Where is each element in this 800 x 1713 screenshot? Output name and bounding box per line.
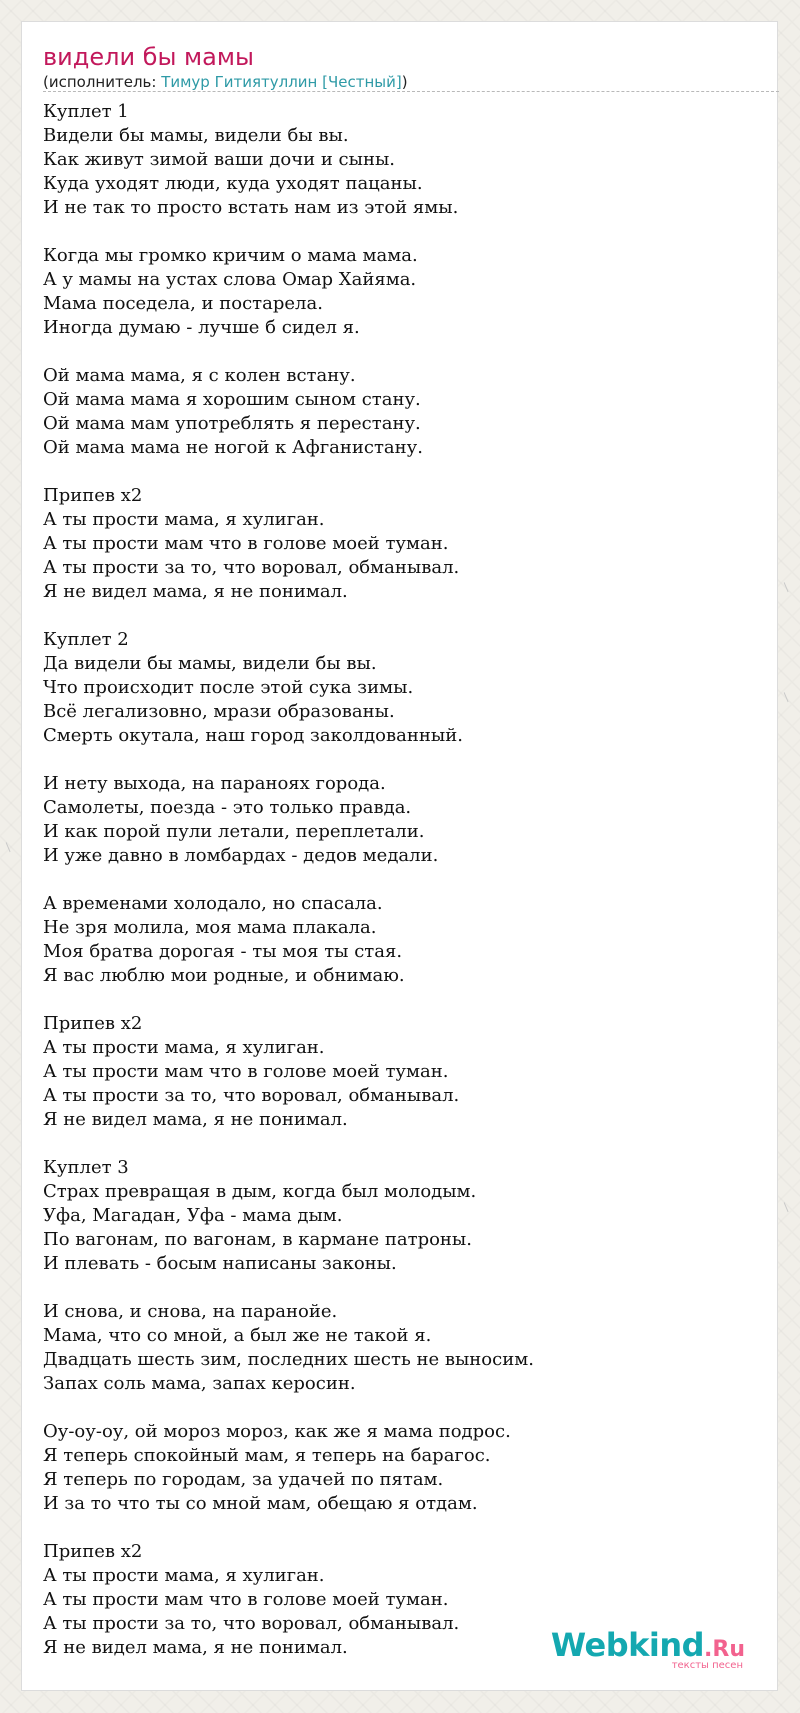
lyric-line: И не так то просто встать нам из этой ямы.: [43, 197, 459, 218]
lyric-line: Я не видел мама, я не понимал.: [43, 581, 348, 602]
artist-link[interactable]: Тимур Гитиятуллин [Честный]: [161, 73, 402, 91]
lyric-line: Куплет 2: [43, 629, 129, 650]
lyric-line: А ты прости мам что в голове моей туман.: [43, 1589, 449, 1610]
lyric-line: И уже давно в ломбардах - дедов медали.: [43, 845, 439, 866]
lyric-line: Да видели бы мамы, видели бы вы.: [43, 653, 377, 674]
lyric-line: Ой мама мам употреблять я перестану.: [43, 413, 421, 434]
lyric-line: Куда уходят люди, куда уходят пацаны.: [43, 173, 423, 194]
lyric-line: Куплет 3: [43, 1157, 129, 1178]
lyric-line: А ты прости за то, что воровал, обманывал.: [43, 1085, 460, 1106]
logo-tagline: тексты песен: [671, 1660, 743, 1671]
lyric-line: Я вас люблю мои родные, и обнимаю.: [43, 965, 405, 986]
lyric-line: Страх превращая в дым, когда был молодым.: [43, 1181, 477, 1202]
lyric-line: Не зря молила, моя мама плакала.: [43, 917, 377, 938]
lyrics-stanza: [43, 1420, 773, 1516]
lyric-line: Припев х2: [43, 1013, 143, 1034]
lyrics-stanza: [43, 364, 773, 460]
lyric-line: А ты прости мам что в голове моей туман.: [43, 533, 449, 554]
lyric-line: Я теперь по городам, за удачей по пятам.: [43, 1469, 444, 1490]
lyrics-body: [43, 100, 773, 1684]
lyric-line: А у мамы на устах слова Омар Хайяма.: [43, 269, 417, 290]
lyric-line: Оу-оу-оу, ой мороз мороз, как же я мама подрос.: [43, 1421, 511, 1442]
lyrics-stanza: [43, 1300, 773, 1396]
artist-line: [43, 71, 408, 93]
lyric-line: Уфа, Магадан, Уфа - мама дым.: [43, 1205, 343, 1226]
artist-prefix: (исполнитель:: [43, 73, 162, 91]
lyric-line: Двадцать шесть зим, последних шесть не выносим.: [43, 1349, 534, 1370]
lyric-line: Ой мама мама, я с колен встану.: [43, 365, 356, 386]
lyric-line: Припев х2: [43, 1541, 143, 1562]
scratch-mark: /: [779, 580, 793, 594]
lyric-line: А ты прости мама, я хулиган.: [43, 1037, 325, 1058]
lyric-line: Видели бы мамы, видели бы вы.: [43, 125, 349, 146]
lyric-line: Я не видел мама, я не понимал.: [43, 1109, 348, 1130]
lyrics-stanza: [43, 244, 773, 340]
lyrics-stanza: [43, 772, 773, 868]
lyric-line: Запах соль мама, запах керосин.: [43, 1373, 356, 1394]
lyrics-stanza: [43, 892, 773, 988]
lyric-line: Иногда думаю - лучше б сидел я.: [43, 317, 360, 338]
lyric-line: Припев х2: [43, 485, 143, 506]
scratch-mark: /: [779, 1200, 793, 1214]
title-divider: [43, 91, 779, 92]
lyrics-stanza: [43, 1012, 773, 1132]
lyric-line: А ты прости мама, я хулиган.: [43, 1565, 325, 1586]
lyric-line: А ты прости мама, я хулиган.: [43, 509, 325, 530]
scratch-mark: /: [779, 690, 793, 704]
lyric-line: И за то что ты со мной мам, обещаю я отдам.: [43, 1493, 478, 1514]
lyric-line: Что происходит после этой сука зимы.: [43, 677, 414, 698]
site-logo[interactable]: [551, 1628, 745, 1672]
scratch-mark: /: [1, 840, 15, 854]
lyric-line: А ты прости мам что в голове моей туман.: [43, 1061, 449, 1082]
lyric-line: По вагонам, по вагонам, в кармане патроны.: [43, 1229, 472, 1250]
lyric-line: Мама поседела, и постарела.: [43, 293, 323, 314]
lyric-line: А ты прости за то, что воровал, обманывал.: [43, 557, 460, 578]
song-title: видели бы мамы: [43, 43, 254, 71]
lyric-line: Когда мы громко кричим о мама мама.: [43, 245, 418, 266]
lyric-line: Ой мама мама не ногой к Афганистану.: [43, 437, 423, 458]
lyric-line: Всё легализовно, мрази образованы.: [43, 701, 395, 722]
lyric-line: И как порой пули летали, переплетали.: [43, 821, 425, 842]
artist-suffix: ): [401, 73, 408, 91]
logo-tld: .Ru: [704, 1637, 745, 1662]
lyrics-stanza: [43, 100, 773, 220]
lyric-line: И нету выхода, на параноях города.: [43, 773, 386, 794]
logo-name: Webkind: [550, 1626, 705, 1664]
lyric-line: Я не видел мама, я не понимал.: [43, 1637, 348, 1658]
lyrics-stanza: [43, 484, 773, 604]
lyric-line: Я теперь спокойный мам, я теперь на барагос.: [43, 1445, 491, 1466]
lyric-line: Ой мама мама я хорошим сыном стану.: [43, 389, 421, 410]
lyrics-stanza: [43, 1156, 773, 1276]
lyric-line: Куплет 1: [43, 101, 129, 122]
lyric-line: И снова, и снова, на паранойе.: [43, 1301, 338, 1322]
lyrics-stanza: [43, 628, 773, 748]
lyric-line: Смерть окутала, наш город заколдованный.: [43, 725, 463, 746]
lyric-line: Самолеты, поезда - это только правда.: [43, 797, 412, 818]
lyrics-card: [21, 21, 778, 1691]
lyric-line: Мама, что со мной, а был же не такой я.: [43, 1325, 432, 1346]
lyric-line: Моя братва дорогая - ты моя ты стая.: [43, 941, 403, 962]
lyric-line: И плевать - босым написаны законы.: [43, 1253, 397, 1274]
lyric-line: А временами холодало, но спасала.: [43, 893, 383, 914]
lyric-line: Как живут зимой ваши дочи и сыны.: [43, 149, 395, 170]
lyric-line: А ты прости за то, что воровал, обманывал.: [43, 1613, 460, 1634]
